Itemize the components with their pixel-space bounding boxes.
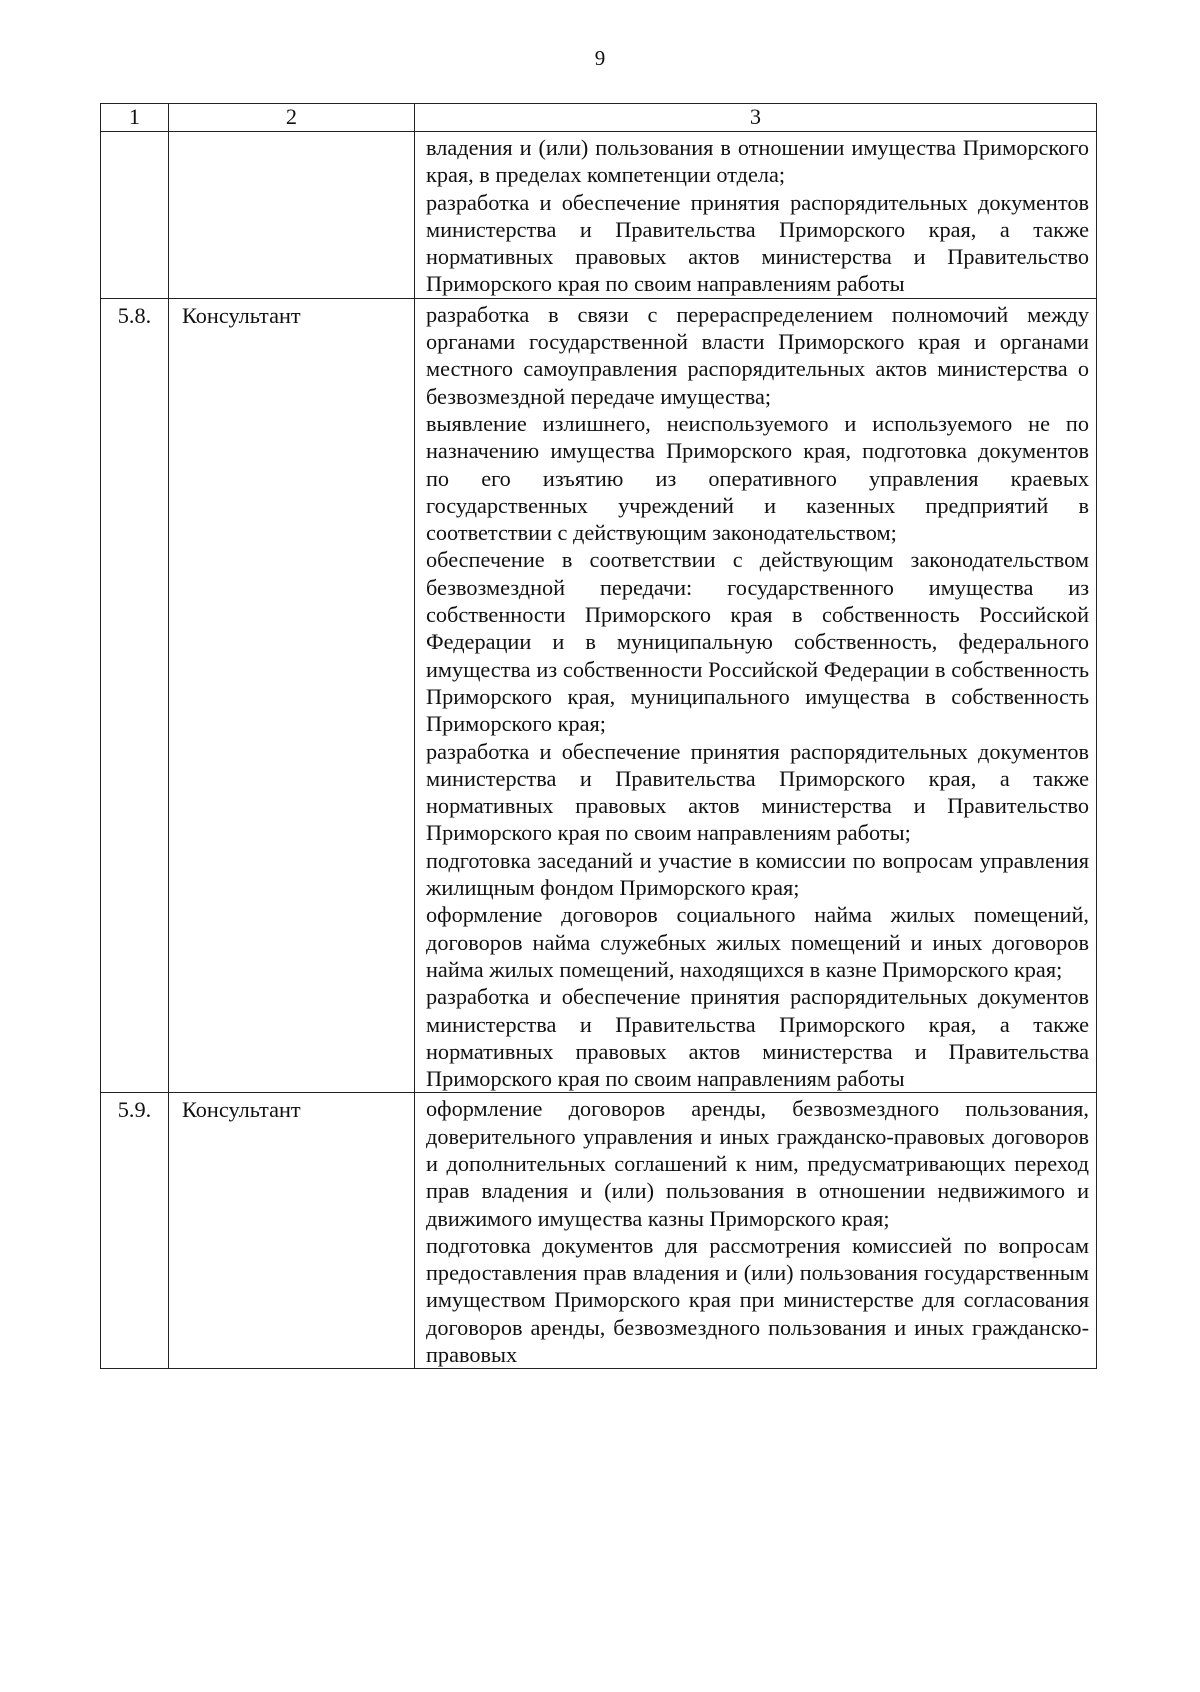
duty-item: подготовка заседаний и участие в комиссии по вопросам управления жилищным фондом Приморского края; bbox=[426, 847, 1089, 901]
column-header-position: 2 bbox=[169, 104, 415, 132]
column-header-number: 1 bbox=[101, 104, 169, 132]
duties-cell bbox=[415, 1093, 1097, 1369]
table-body bbox=[101, 132, 1097, 1369]
row-number-cell: 5.8. bbox=[101, 298, 169, 1093]
column-header-duties: 3 bbox=[415, 104, 1097, 132]
duty-item: владения и (или) пользования в отношении имущества Приморского края, в пределах компетенции отдела; bbox=[426, 135, 1089, 188]
table-row bbox=[101, 1093, 1097, 1369]
duty-item: разработка и обеспечение принятия распорядительных документов министерства и Правительства Приморского края, а также нормативных правовых актов министерства и Правительство Приморского края по своим направлениям работы; bbox=[426, 738, 1089, 846]
duty-item: подготовка документов для рассмотрения комиссией по вопросам предоставления прав владения и (или) пользования государственным имуществом Приморского края при министерстве для согласования договоров аренды, безвозмездного пользования и иных гражданско-правовых bbox=[426, 1232, 1089, 1368]
duty-item: оформление договоров социального найма жилых помещений, договоров найма служебных жилых помещений и иных договоров найма жилых помещений, находящихся в казне Приморского края; bbox=[426, 902, 1089, 982]
table-header-row bbox=[101, 104, 1097, 132]
duties-cell bbox=[415, 132, 1097, 299]
staff-duties-table bbox=[100, 103, 1097, 1369]
position-cell: Консультант bbox=[169, 298, 415, 1093]
duty-item: оформление договоров аренды, безвозмездного пользования, доверительного управления и иных гражданско-правовых договоров и дополнительных соглашений к ним, предусматривающих переход прав владения и (или) пользования в отношении недвижимого и движимого имущества казны Приморского края; bbox=[426, 1096, 1089, 1231]
page-number: 9 bbox=[594, 46, 606, 70]
row-number-cell bbox=[101, 132, 169, 299]
table-header bbox=[101, 104, 1097, 132]
position-cell bbox=[169, 132, 415, 299]
duty-item: разработка и обеспечение принятия распорядительных документов министерства и Правительства Приморского края, а также нормативных правовых актов министерства и Правительство Приморского края по своим направлениям работы bbox=[426, 189, 1089, 297]
duties-cell bbox=[415, 298, 1097, 1093]
duty-item: разработка и обеспечение принятия распорядительных документов министерства и Правительства Приморского края, а также нормативных правовых актов министерства и Правительства Приморского края по своим направлениям работы bbox=[426, 984, 1089, 1092]
table-row bbox=[101, 298, 1097, 1093]
row-number-cell: 5.9. bbox=[101, 1093, 169, 1369]
position-cell: Консультант bbox=[169, 1093, 415, 1369]
duty-item: обеспечение в соответствии с действующим законодательством безвозмездной передачи: государственного имущества из собственности Приморского края в собственность Российской Федерации и в муниципальную собственность, федерального имущества из собственности Российской Федерации в собственность Приморского края, муниципального имущества в собственность Приморского края; bbox=[426, 547, 1089, 737]
duty-item: разработка в связи с перераспределением полномочий между органами государственной власти Приморского края и органами местного самоуправления распорядительных актов министерства о безвозмездной передаче имущества; bbox=[426, 301, 1089, 409]
duty-item: выявление излишнего, неиспользуемого и используемого не по назначению имущества Приморского края, подготовка документов по его изъятию из оперативного управления краевых государственных учреждений и казенных предприятий в соответствии с действующим законодательством; bbox=[426, 410, 1089, 546]
table-row bbox=[101, 132, 1097, 299]
